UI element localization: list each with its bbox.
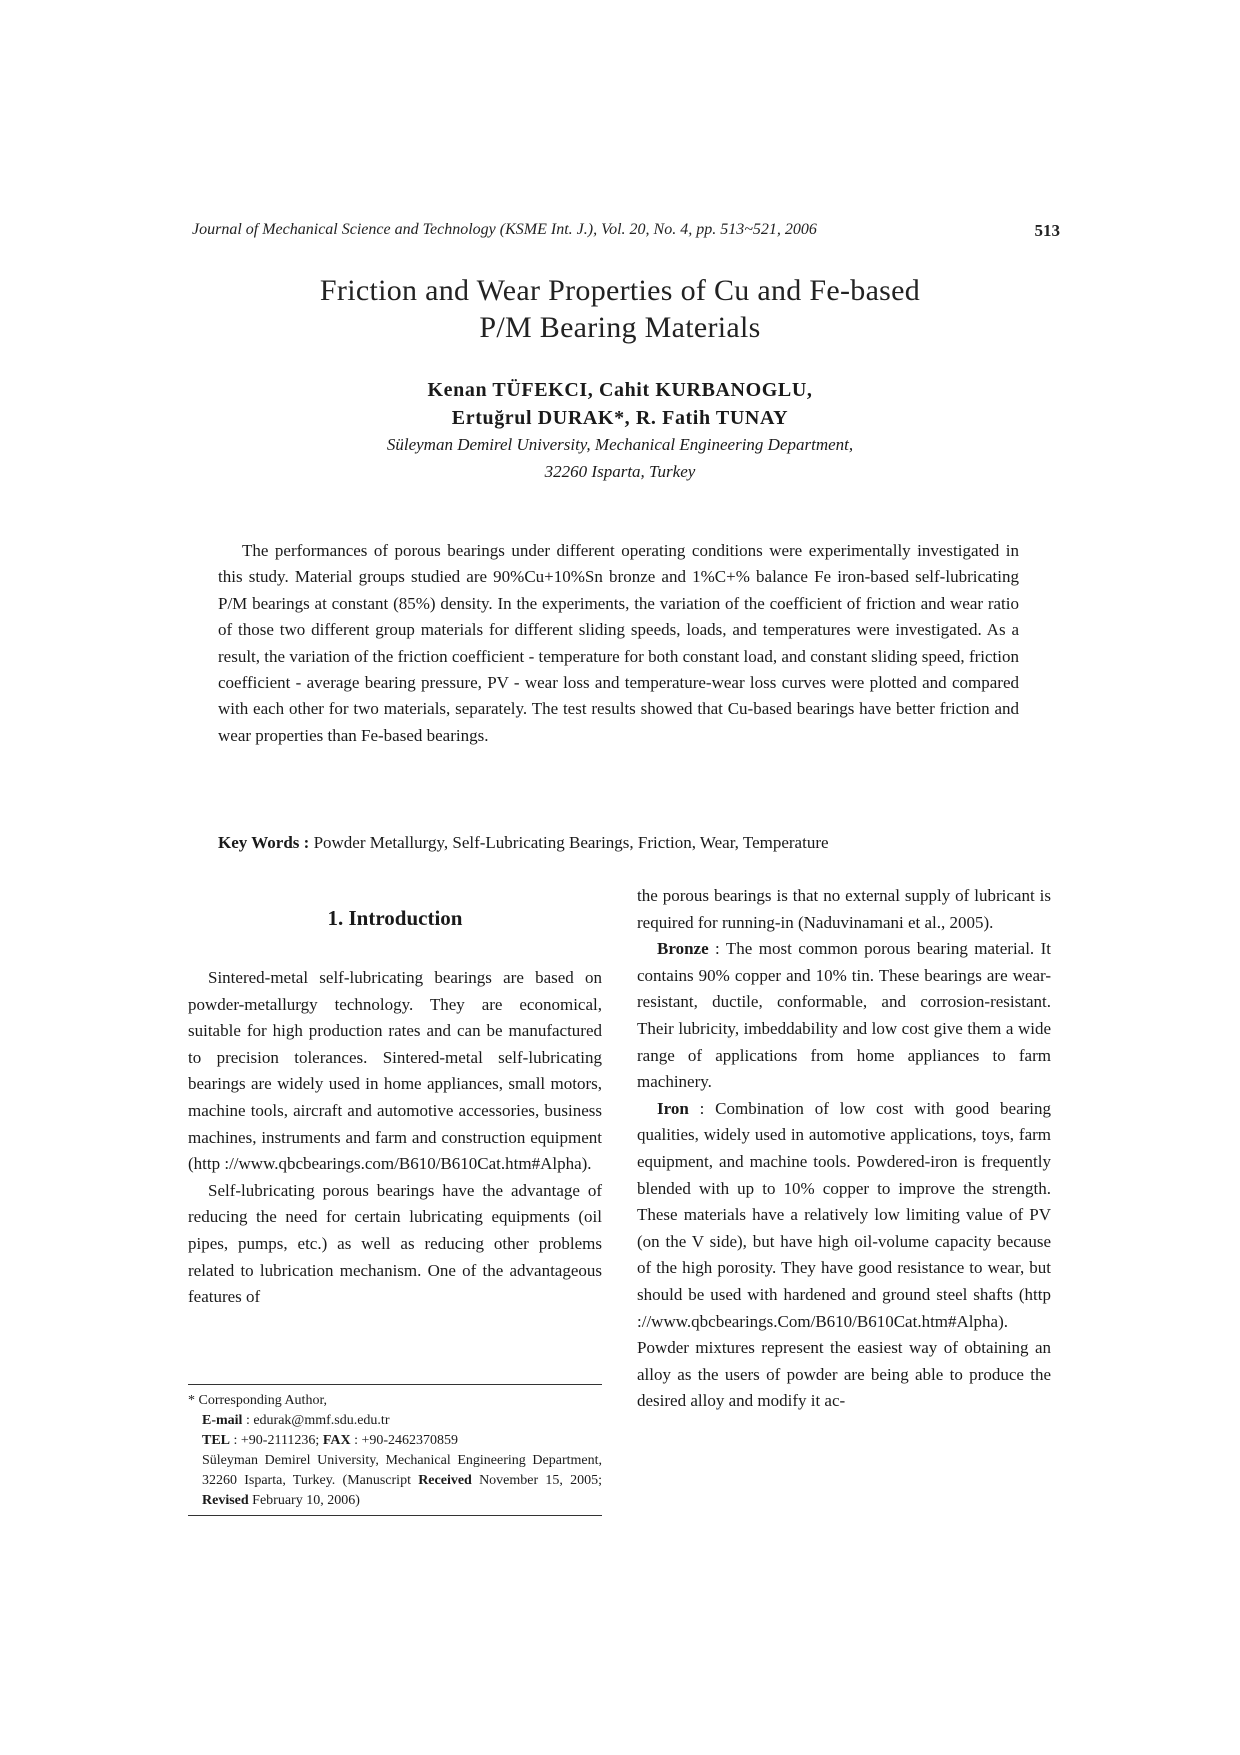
footnote-corresponding: * Corresponding Author, (188, 1393, 328, 1408)
fax-value: : +90-2462370859 (350, 1433, 459, 1448)
authors-line-2: Ertuğrul DURAK*, R. Fatih TUNAY (451, 407, 789, 429)
address-text: Süleyman Demirel University, Mechanical Engineering Department, 32260 Isparta, Turkey. (Manuscript (202, 1453, 602, 1488)
tel-value: : +90-2111236; (230, 1433, 323, 1448)
intro-paragraph-1: Sintered-metal self-lubricating bearings are based on powder-metallurgy technology. They are economical, suitable for high production rates and can be manufactured to precision tolerances. Sintered-metal self-lubricating bearings are widely used in home appliances, small motors, machine tools, aircraft and automotive accessories, business machines, instruments and farm and construction equipment (http ://www.qbcbearings.com/B610/B610Cat.htm#Alpha). (188, 968, 602, 1174)
authors-line-1: Kenan TÜFEKCI, Cahit KURBANOGLU, (427, 379, 813, 401)
affiliation-line-2: 32260 Isparta, Turkey (544, 462, 696, 481)
left-column (188, 903, 602, 1311)
footnote-phone (188, 1431, 602, 1451)
footnote-address (188, 1451, 602, 1511)
email-label: E-mail (202, 1413, 243, 1428)
fax-label: FAX (322, 1433, 351, 1448)
bronze-paragraph (637, 936, 1051, 1096)
journal-citation: Journal of Mechanical Science and Technology (KSME Int. J.), Vol. 20, No. 4, pp. 513~521, 2006 (192, 221, 817, 238)
paper-title (180, 272, 1060, 346)
running-header (192, 221, 1060, 239)
revised-date: February 10, 2006) (248, 1493, 360, 1508)
received-label: Received (418, 1473, 472, 1488)
right-column (637, 883, 1051, 1415)
abstract: The performances of porous bearings under different operating conditions were experimentally investigated in this study. Material groups studied are 90%Cu+10%Sn bronze and 1%C+% balance Fe iron-based self-lubricating P/M bearings at constant (85%) density. In the experiments, the variation of the coefficient of friction and wear ratio of those two different group materials for different sliding speeds, loads, and temperatures were investigated. As a result, the variation of the friction coefficient - temperature for both constant load, and constant sliding speed, friction coefficient - average bearing pressure, PV - wear loss and temperature-wear loss curves were plotted and compared with each other for two materials, separately. The test results showed that Cu-based bearings have better friction and wear properties than Fe-based bearings. (218, 541, 1019, 745)
corresponding-author-footnote (188, 1384, 602, 1516)
received-date: November 15, 2005; (471, 1473, 602, 1488)
intro-paragraph-2-continued: the porous bearings is that no external supply of lubricant is required for running-in (Naduvinamani et al., 2005). (637, 886, 1051, 932)
affiliation (180, 431, 1060, 485)
keywords-text: Powder Metallurgy, Self-Lubricating Bearings, Friction, Wear, Temperature (309, 833, 829, 852)
section-heading-introduction: 1. Introduction (327, 906, 463, 930)
author-list (180, 376, 1060, 432)
title-line-1: Friction and Wear Properties of Cu and Fe-based (319, 274, 921, 307)
iron-label: Iron (657, 1098, 689, 1118)
intro-paragraph-2: Self-lubricating porous bearings have the advantage of reducing the need for certain lubricating equipments (oil pipes, pumps, etc.) as well as reducing other problems related to lubrication mechanism. One of the advantageous features of (188, 1180, 602, 1307)
keywords-label: Key Words : (218, 833, 310, 852)
title-line-2: P/M Bearing Materials (479, 311, 761, 344)
bronze-text: : The most common porous bearing material. It contains 90% copper and 10% tin. These bearings are wear-resistant, ductile, conformable, and corrosion-resistant. Their lubricity, imbeddability and low cost give them a wide range of applications from home appliances to farm machinery. (637, 939, 1051, 1092)
affiliation-line-1: Süleyman Demirel University, Mechanical Engineering Department, (386, 435, 854, 454)
page-number: 513 (1034, 221, 1060, 240)
tel-label: TEL (202, 1433, 231, 1448)
bronze-label: Bronze (657, 939, 709, 959)
revised-label: Revised (202, 1493, 249, 1508)
iron-text: : Combination of low cost with good bearing qualities, widely used in automotive applications, toys, farm equipment, and machine tools. Powdered-iron is frequently blended with up to 10% copper to improve the strength. These materials have a relatively low limiting value of PV (on the V side), but have high oil-volume capacity because of the high porosity. They have good resistance to wear, but should be used with hardened and ground steel shafts (http ://www.qbcbearings.Com/B610/B610Cat.htm#Alpha). Powder mixtures represent the easiest way of obtaining an alloy as the users of powder are being able to produce the desired alloy and modify it ac- (637, 1098, 1051, 1411)
footnote-email (188, 1411, 602, 1431)
keywords (218, 830, 1038, 856)
iron-paragraph (637, 1096, 1051, 1415)
email-value: : edurak@mmf.sdu.edu.tr (242, 1413, 390, 1428)
